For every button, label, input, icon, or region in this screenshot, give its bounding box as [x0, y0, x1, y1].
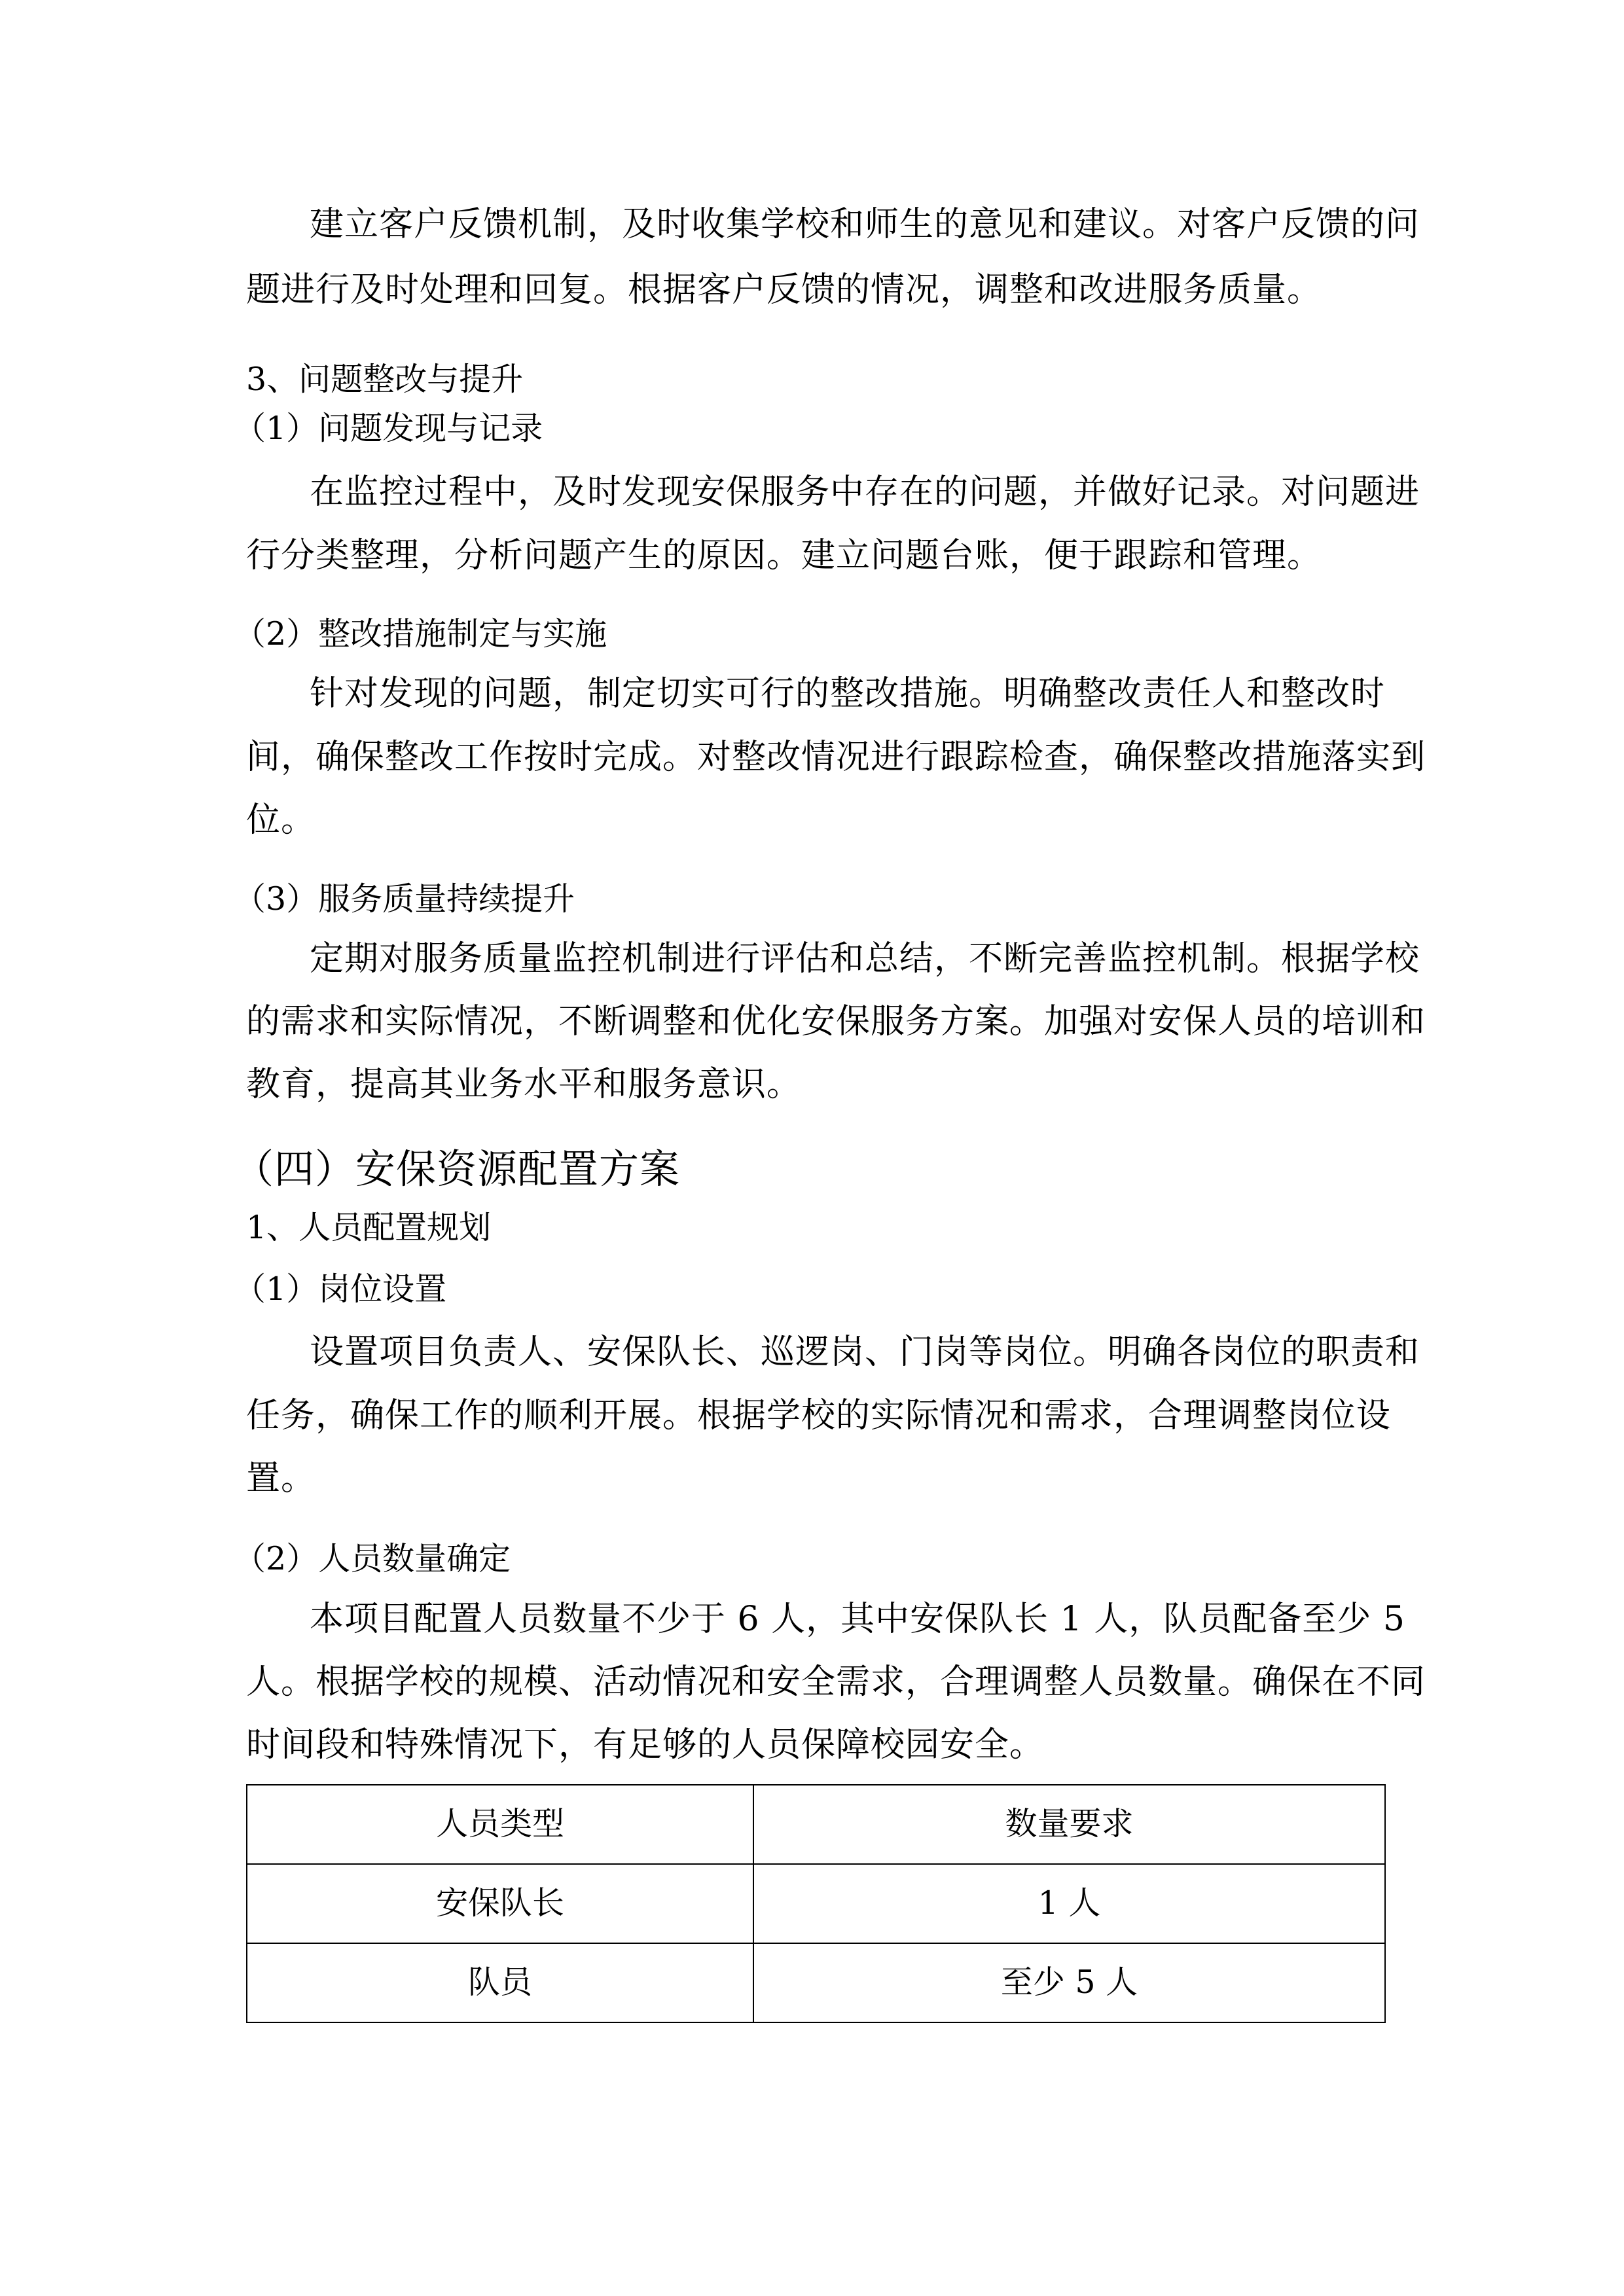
paragraph-line: 建立客户反馈机制，及时收集学校和师生的意见和建议。对客户反馈的问 — [310, 205, 1420, 244]
paragraph-line: 人。根据学校的规模、活动情况和安全需求，合理调整人员数量。确保在不同 — [246, 1662, 1426, 1702]
paragraph-line: 针对发现的问题，制定切实可行的整改措施。明确整改责任人和整改时 — [310, 674, 1386, 713]
paragraph-line: 教育，提高其业务水平和服务意识。 — [246, 1065, 802, 1104]
section-heading: （四）安保资源配置方案 — [234, 1146, 681, 1193]
table-cell: 1 人 — [753, 1864, 1385, 1943]
paragraph-line: 在监控过程中，及时发现安保服务中存在的问题，并做好记录。对问题进 — [310, 473, 1420, 512]
paragraph-line: 设置项目负责人、安保队长、巡逻岗、门岗等岗位。明确各岗位的职责和 — [310, 1333, 1420, 1372]
table-row — [247, 1864, 1385, 1943]
subheading: （2）整改措施制定与实施 — [234, 615, 607, 653]
paragraph-line: 行分类整理，分析问题产生的原因。建立问题台账，便于跟踪和管理。 — [246, 536, 1322, 575]
subheading: 1、人员配置规划 — [246, 1209, 492, 1246]
staffing-table — [246, 1784, 1386, 2023]
table-cell: 队员 — [247, 1943, 753, 2022]
subheading: （3）服务质量持续提升 — [234, 880, 575, 918]
subheading: （2）人员数量确定 — [234, 1540, 511, 1577]
paragraph-line: 时间段和特殊情况下，有足够的人员保障校园安全。 — [246, 1725, 1045, 1765]
table-header-row — [247, 1785, 1385, 1864]
table-cell: 安保队长 — [247, 1864, 753, 1943]
table-header-cell: 数量要求 — [753, 1785, 1385, 1864]
paragraph-line: 置。 — [246, 1459, 316, 1498]
paragraph-line: 定期对服务质量监控机制进行评估和总结，不断完善监控机制。根据学校 — [310, 939, 1420, 978]
table-header-cell: 人员类型 — [247, 1785, 753, 1864]
paragraph-line: 位。 — [246, 800, 316, 840]
subheading: （1）岗位设置 — [234, 1270, 447, 1308]
subheading: （1）问题发现与记录 — [234, 410, 543, 447]
paragraph-line: 任务，确保工作的顺利开展。根据学校的实际情况和需求，合理调整岗位设 — [246, 1396, 1392, 1435]
paragraph-line: 间，确保整改工作按时完成。对整改情况进行跟踪检查，确保整改措施落实到 — [246, 738, 1426, 777]
paragraph-line: 题进行及时处理和回复。根据客户反馈的情况，调整和改进服务质量。 — [246, 270, 1322, 310]
paragraph-line: 本项目配置人员数量不少于 6 人，其中安保队长 1 人，队员配备至少 5 — [310, 1600, 1405, 1639]
subheading: 3、问题整改与提升 — [246, 361, 524, 398]
table-row — [247, 1943, 1385, 2022]
table-cell: 至少 5 人 — [753, 1943, 1385, 2022]
paragraph-line: 的需求和实际情况，不断调整和优化安保服务方案。加强对安保人员的培训和 — [246, 1002, 1426, 1041]
